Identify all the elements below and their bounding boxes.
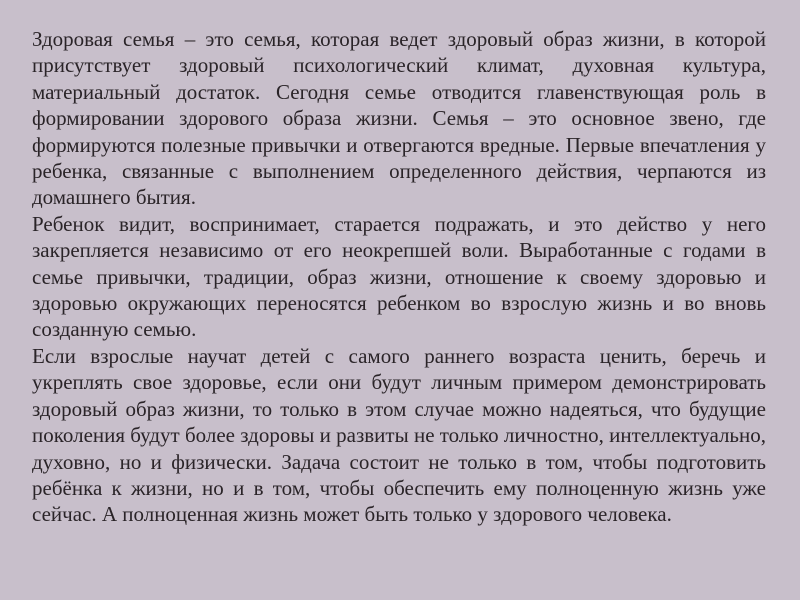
text-block — [32, 26, 766, 528]
paragraph-adults-teaching: Если взрослые научат детей с самого раннего возраста ценить, беречь и укреплять свое здоровье, если они будут личным примером демонстрировать здоровый образ жизни, то только в этом случае можно надеяться, что будущие поколения будут более здоровы и развиты не только личностно, интеллектуально, духовно, но и физически. Задача состоит не только в том, чтобы подготовить ребёнка к жизни, но и в том, чтобы обеспечить ему полноценную жизнь уже сейчас. А полноценная жизнь может быть только у здорового человека. — [32, 343, 766, 527]
paragraph-healthy-family: Здоровая семья – это семья, которая ведет здоровый образ жизни, в которой присутствует здоровый психологический климат, духовная культура, материальный достаток. Сегодня семье отводится главенствующая роль в формировании здорового образа жизни. Семья – это основное звено, где формируются полезные привычки и отвергаются вредные. Первые впечатления у ребенка, связанные с выполнением определенного действия, черпаются из домашнего бытия. — [32, 27, 766, 210]
paragraph-child-imitation: Ребенок видит, воспринимает, старается подражать, и это действо у него закрепляется независимо от его неокрепшей воли. Выработанные с годами в семье привычки, традиции, образ жизни, отношение к своему здоровью и здоровью окружающих переносятся ребенком во взрослую жизнь и во вновь созданную семью. — [32, 211, 766, 342]
